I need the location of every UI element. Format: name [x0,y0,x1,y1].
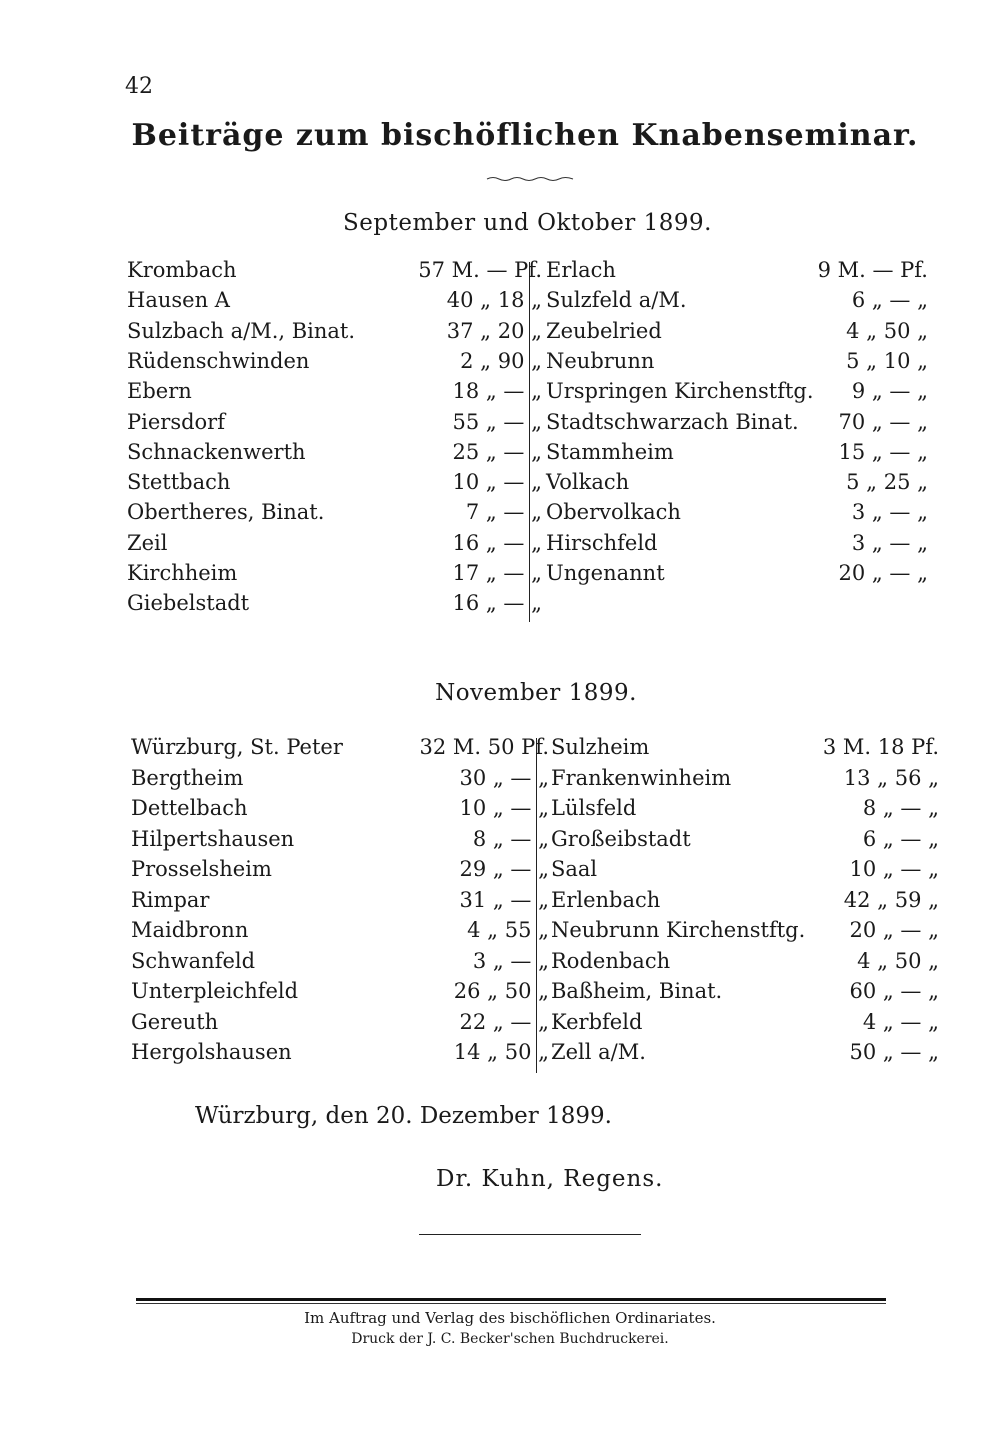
signature-rule [419,1234,641,1235]
donation-amount: 4 „ 50 „ [857,948,939,973]
parish-name: Obertheres, Binat. [127,500,325,525]
donation-amount: 6 „ — „ [851,288,928,313]
parish-name: Kirchheim [127,561,238,585]
page-title: Beiträge zum bischöflichen Knabenseminar. [131,118,919,153]
place-date: Würzburg, den 20. Dezember 1899. [195,1103,612,1129]
donation-amount: 7 „ — „ [465,500,542,525]
donation-amount: 70 „ — „ [838,409,928,434]
donation-amount: 5 „ 10 „ [846,348,928,373]
donation-amount: 9 M. — Pf. [817,258,928,282]
parish-name: Hirschfeld [546,530,658,555]
donation-amount: 10 „ — „ [849,857,939,881]
donation-amount: 13 „ 56 „ [843,765,939,790]
donation-amount: 40 „ 18 „ [446,288,542,313]
parish-name: Stettbach [127,470,231,495]
donation-amount: 20 „ — „ [838,561,928,585]
donation-amount: 16 „ — „ [452,530,542,555]
parish-name: Dettelbach [131,796,248,820]
donation-amount: 55 „ — „ [452,409,542,434]
donation-amount: 15 „ — „ [838,439,928,464]
parish-name: Kerbfeld [551,1009,643,1034]
parish-name: Hausen A [127,288,230,313]
donation-amount: 3 „ — „ [851,500,928,525]
donation-amount: 18 „ — „ [452,379,542,404]
parish-name: Obervolkach [546,500,681,525]
footer-rule-thin [136,1303,886,1304]
donation-amount: 14 „ 50 „ [453,1040,549,1064]
parish-name: Stadtschwarzach Binat. [546,409,799,434]
donation-amount: 25 „ — „ [452,439,542,464]
parish-name: Großeibstadt [551,826,691,851]
donation-amount: 5 „ 25 „ [846,470,928,495]
parish-name: Zell a/M. [551,1040,646,1064]
donation-amount: 10 „ — „ [459,796,549,820]
donation-amount: 6 „ — „ [862,826,939,851]
donation-amount: 8 „ — „ [472,826,549,851]
imprint-line-1: Im Auftrag und Verlag des bischöflichen Ordinariates. [304,1309,716,1327]
donation-amount: 16 „ — „ [452,591,542,616]
donation-amount: 26 „ 50 „ [453,979,549,1003]
parish-name: Volkach [546,470,630,495]
parish-name: Baßheim, Binat. [551,979,723,1003]
parish-name: Schnackenwerth [127,439,306,464]
parish-name: Neubrunn Kirchenstftg. [551,918,806,942]
donation-amount: 20 „ — „ [849,918,939,942]
donation-amount: 42 „ 59 „ [843,887,939,912]
parish-name: Saal [551,857,598,881]
donation-amount: 31 „ — „ [459,887,549,912]
donation-amount: 4 „ — „ [862,1009,939,1034]
parish-name: Urspringen Kirchenstftg. [546,379,814,404]
section-heading-november: November 1899. [435,680,637,706]
parish-name: Hergolshausen [131,1040,292,1064]
donation-amount: 30 „ — „ [459,765,549,790]
parish-name: Erlenbach [551,887,661,912]
parish-name: Erlach [546,258,616,282]
parish-name: Rodenbach [551,948,671,973]
parish-name: Prosselsheim [131,857,272,881]
donation-amount: 3 „ — „ [472,948,549,973]
donation-amount: 37 „ 20 „ [446,318,542,343]
donation-amount: 17 „ — „ [452,561,542,585]
donation-amount: 10 „ — „ [452,470,542,495]
donation-amount: 8 „ — „ [862,796,939,820]
ornamental-rule [485,176,575,182]
parish-name: Piersdorf [127,409,225,434]
donation-amount: 29 „ — „ [459,857,549,881]
page-number: 42 [125,74,153,99]
donation-amount: 9 „ — „ [851,379,928,404]
donation-amount: 50 „ — „ [849,1040,939,1064]
donation-amount: 3 „ — „ [851,530,928,555]
footer-rule [136,1298,886,1301]
parish-name: Würzburg, St. Peter [131,735,343,759]
parish-name: Zeubelried [546,318,662,343]
imprint-line-2: Druck der J. C. Becker'schen Buchdruckerei. [351,1331,669,1347]
parish-name: Sulzfeld a/M. [546,288,687,313]
parish-name: Neubrunn [546,348,655,373]
parish-name: Hilpertshausen [131,826,295,851]
parish-name: Stammheim [546,439,674,464]
donation-amount: 22 „ — „ [459,1009,549,1034]
parish-name: Rüdenschwinden [127,348,310,373]
parish-name: Lülsfeld [551,796,637,820]
donation-amount: 3 M. 18 Pf. [822,735,939,759]
parish-name: Ebern [127,379,192,404]
parish-name: Sulzbach a/M., Binat. [127,318,356,343]
donation-amount: 57 M. — Pf. [418,258,542,282]
parish-name: Ungenannt [546,561,665,585]
donation-amount: 60 „ — „ [849,979,939,1003]
donation-amount: 32 M. 50 Pf. [419,735,549,759]
signature: Dr. Kuhn, Regens. [436,1166,664,1192]
parish-name: Bergtheim [131,765,244,790]
donation-amount: 2 „ 90 „ [460,348,542,373]
donation-amount: 4 „ 50 „ [846,318,928,343]
parish-name: Unterpleichfeld [131,979,299,1003]
parish-name: Frankenwinheim [551,765,732,790]
section-heading-sep-oct: September und Oktober 1899. [343,210,712,236]
donation-amount: 4 „ 55 „ [467,918,549,942]
parish-name: Krombach [127,258,237,282]
parish-name: Giebelstadt [127,591,250,616]
parish-name: Gereuth [131,1009,219,1034]
parish-name: Maidbronn [131,918,249,942]
parish-name: Zeil [127,530,168,555]
parish-name: Rimpar [131,887,210,912]
parish-name: Schwanfeld [131,948,256,973]
parish-name: Sulzheim [551,735,650,759]
